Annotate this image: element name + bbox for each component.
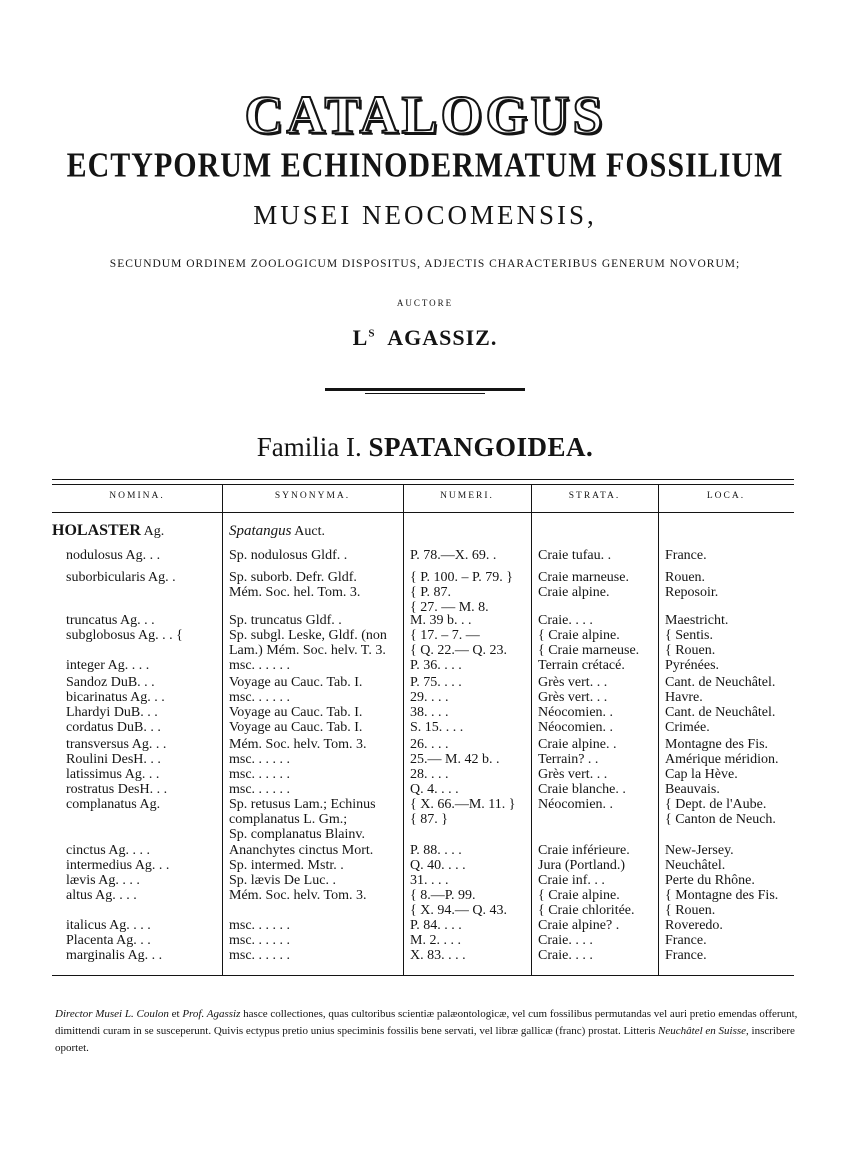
species-name: bicarinatus Ag. . . [66,690,165,705]
synonym-cell: Sp. subgl. Leske, Gldf. (non [229,628,387,643]
strata-cell: { Craie alpine. [538,628,620,643]
family-name: SPATANGOIDEA. [368,432,594,462]
synonym-cell: Sp. retusus Lam.; Echinus [229,797,376,812]
subtitle-line-3: SECUNDUM ORDINEM ZOOLOGICUM DISPOSITUS, ADJECTIS CHARACTERIBUS GENERUM NOVORUM; [109,258,741,270]
species-name: complanatus Ag. [66,797,161,812]
species-name: cordatus DuB. . . [66,720,161,735]
table-bottom-rule [52,975,794,976]
footer-director-label: Director Musei [55,1008,123,1020]
synonym-cell: Sp. truncatus Gldf. . [229,613,342,628]
footer-et: et [171,1008,180,1020]
synonym-cell: Mém. Soc. hel. Tom. 3. [229,585,361,600]
synonym-cell: Sp. intermed. Mstr. . [229,858,344,873]
synonym-cell: msc. . . . . . [229,933,291,948]
ornamental-rule-thin [365,393,485,394]
numeri-cell: { P. 87. [410,585,451,600]
numeri-cell: M. 2. . . . [410,933,461,948]
genus-synonym-author: Auct. [294,524,325,539]
synonym-cell: msc. . . . . . [229,948,291,963]
genus-synonym [229,524,325,539]
strata-cell: Craie inférieure. [538,843,630,858]
synonym-cell: Voyage au Cauc. Tab. I. [229,720,363,735]
loca-cell: Pyrénées. [665,658,720,673]
numeri-cell: S. 15. . . . [410,720,464,735]
numeri-cell: 25.— M. 42 b. . [410,752,500,767]
numeri-cell: 29. . . . [410,690,449,705]
strata-cell: Craie inf. . . [538,873,605,888]
numeri-cell: 28. . . . [410,767,449,782]
loca-cell: Montagne des Fis. [665,737,769,752]
footer-city: Neuchâtel en Suisse [658,1025,747,1037]
synonym-cell: msc. . . . . . [229,658,291,673]
strata-cell: Grès vert. . . [538,767,608,782]
synonym-cell: msc. . . . . . [229,918,291,933]
numeri-cell: P. 84. . . . [410,918,462,933]
numeri-cell: { X. 66.—M. 11. } [410,797,516,812]
catalogue-title: CATALOGUS [244,85,606,145]
loca-cell: Cant. de Neuchâtel. [665,675,776,690]
numeri-cell: { 17. – 7. — [410,628,480,643]
synonym-cell: Sp. nodulosus Gldf. . [229,548,348,563]
numeri-cell: 38. . . . [410,705,449,720]
strata-cell: Terrain crétacé. [538,658,625,673]
strata-cell: Craie alpine. . [538,737,617,752]
loca-cell: { Rouen. [665,643,716,658]
synonym-cell: Sp. lævis De Luc. . [229,873,336,888]
genus-author: Ag. [143,524,165,539]
header-loca: LOCA. [706,491,746,501]
strata-cell: { Craie chloritée. [538,903,635,918]
species-name: truncatus Ag. . . [66,613,155,628]
strata-cell: { Craie marneuse. [538,643,640,658]
genus-synonym-text: Spatangus [229,523,292,539]
genus-name-text: HOLASTER [52,522,141,539]
numeri-cell: 26. . . . [410,737,449,752]
synonym-cell: Mém. Soc. helv. Tom. 3. [229,888,367,903]
family-label: Familia I. [256,432,362,462]
species-name: intermedius Ag. . . [66,858,170,873]
synonym-cell: Voyage au Cauc. Tab. I. [229,675,363,690]
numeri-cell: X. 83. . . . [410,948,466,963]
numeri-cell: Q. 40. . . . [410,858,466,873]
table-top-rule-2 [52,484,794,485]
numeri-cell: 31. . . . [410,873,449,888]
strata-cell: Terrain? . . [538,752,599,767]
column-divider [658,484,659,975]
column-divider [222,484,223,975]
numeri-cell: M. 39 b. . . [410,613,472,628]
strata-cell: Craie blanche. . [538,782,626,797]
header-numeri: NUMERI. [440,491,494,501]
strata-cell: Néocomien. . [538,720,614,735]
loca-cell: Havre. [665,690,703,705]
loca-cell: Crimée. [665,720,710,735]
loca-cell: Cap la Hève. [665,767,738,782]
loca-cell: Rouen. [665,570,706,585]
strata-cell: { Craie alpine. [538,888,620,903]
loca-cell: France. [665,933,707,948]
species-name: suborbicularis Ag. . [66,570,176,585]
synonym-cell: Sp. suborb. Defr. Gldf. [229,570,357,585]
table-top-rule [52,479,794,480]
header-strata: STRATA. [568,491,621,501]
strata-cell: Craie. . . . [538,948,593,963]
strata-cell: Craie alpine? . [538,918,620,933]
author-name: AGASSIZ. [387,325,498,350]
column-divider [403,484,404,975]
family-heading [0,432,850,463]
species-name: rostratus DesH. . . [66,782,168,797]
header-synonyma: SYNONYMA. [274,491,351,501]
numeri-cell: P. 88. . . . [410,843,462,858]
species-name: integer Ag. . . . [66,658,150,673]
strata-cell: Jura (Portland.) [538,858,626,873]
loca-cell: Beauvais. [665,782,720,797]
numeri-cell: { X. 94.— Q. 43. [410,903,507,918]
loca-cell: France. [665,548,707,563]
loca-cell: Neuchâtel. [665,858,726,873]
ornamental-rule [325,388,525,391]
loca-cell: { Canton de Neuch. [665,812,776,827]
species-name: marginalis Ag. . . [66,948,163,963]
loca-cell: { Montagne des Fis. [665,888,779,903]
species-name: Sandoz DuB. . . [66,675,155,690]
strata-cell: Grès vert. . . [538,675,608,690]
strata-cell: Craie. . . . [538,613,593,628]
footer-text-1: hasce collectiones, quas cultoribus scientiæ palæontologicæ, vel cum fossilibus permutandas vel auri pretio emendas offerunt, dimittendi curam in se susceperunt. Quivis ectypus pretio unius speciminis fossilis bene servati, vel libræ gallicæ (franc) prostat. Litteris [55,1008,798,1037]
footer-director-name: L. Coulon [124,1008,169,1020]
footer-prof: Prof. Agassiz [182,1008,241,1020]
loca-cell: { Dept. de l'Aube. [665,797,767,812]
loca-cell: Cant. de Neuchâtel. [665,705,776,720]
strata-cell: Grès vert. . . [538,690,608,705]
synonym-cell: msc. . . . . . [229,767,291,782]
numeri-cell: P. 78.—X. 69. . [410,548,497,563]
author-initial-sup: S [368,327,376,340]
loca-cell: Amérique méridion. [665,752,779,767]
column-divider [531,484,532,975]
author-line [0,325,850,351]
synonym-cell: Lam.) Mém. Soc. helv. T. 3. [229,643,386,658]
footer-text-2: , inscribere oportet. [55,1025,795,1054]
loca-cell: France. [665,948,707,963]
strata-cell: Craie. . . . [538,933,593,948]
synonym-cell: Ananchytes cinctus Mort. [229,843,374,858]
numeri-cell: { 8.—P. 99. [410,888,476,903]
synonym-cell: msc. . . . . . [229,782,291,797]
numeri-cell: { 87. } [410,812,448,827]
loca-cell: { Rouen. [665,903,716,918]
subtitle-line-2: MUSEI NEOCOMENSIS, [253,200,597,230]
loca-cell: { Sentis. [665,628,713,643]
genus-name [52,523,164,539]
numeri-cell: Q. 4. . . . [410,782,459,797]
header-nomina: NOMINA. [109,491,165,501]
species-name: cinctus Ag. . . . [66,843,150,858]
table-header-rule [52,512,794,513]
loca-cell: Perte du Rhône. [665,873,755,888]
synonym-cell: complanatus L. Gm.; [229,812,348,827]
strata-cell: Craie alpine. [538,585,610,600]
loca-cell: Maestricht. [665,613,729,628]
author-initial: L [352,325,369,350]
synonym-cell: Sp. complanatus Blainv. [229,827,365,842]
numeri-cell: P. 36. . . . [410,658,462,673]
species-name: nodulosus Ag. . . [66,548,161,563]
species-name: latissimus Ag. . . [66,767,160,782]
strata-cell: Craie tufau. . [538,548,612,563]
synonym-cell: Mém. Soc. helv. Tom. 3. [229,737,367,752]
loca-cell: Reposoir. [665,585,719,600]
numeri-cell: { P. 100. – P. 79. } [410,570,513,585]
species-name: altus Ag. . . . [66,888,137,903]
loca-cell: Roveredo. [665,918,723,933]
species-name: italicus Ag. . . . [66,918,151,933]
subtitle-line-1: ECTYPORUM ECHINODERMATUM FOSSILIUM [66,146,784,185]
strata-cell: Néocomien. . [538,797,614,812]
species-name: lævis Ag. . . . [66,873,140,888]
species-name: transversus Ag. . . [66,737,167,752]
numeri-cell: { Q. 22.— Q. 23. [410,643,507,658]
species-name: Roulini DesH. . . [66,752,161,767]
synonym-cell: Voyage au Cauc. Tab. I. [229,705,363,720]
strata-cell: Craie marneuse. [538,570,629,585]
numeri-cell: P. 75. . . . [410,675,462,690]
species-name: subglobosus Ag. . . { [66,628,183,643]
footer-note [55,1006,800,1057]
synonym-cell: msc. . . . . . [229,690,291,705]
strata-cell: Néocomien. . [538,705,614,720]
species-name: Placenta Ag. . . [66,933,151,948]
species-name: Lhardyi DuB. . . [66,705,158,720]
auctore-label: AUCTORE [396,298,454,308]
synonym-cell: msc. . . . . . [229,752,291,767]
loca-cell: New-Jersey. [665,843,734,858]
numeri-cell: { 27. — M. 8. [410,600,489,615]
